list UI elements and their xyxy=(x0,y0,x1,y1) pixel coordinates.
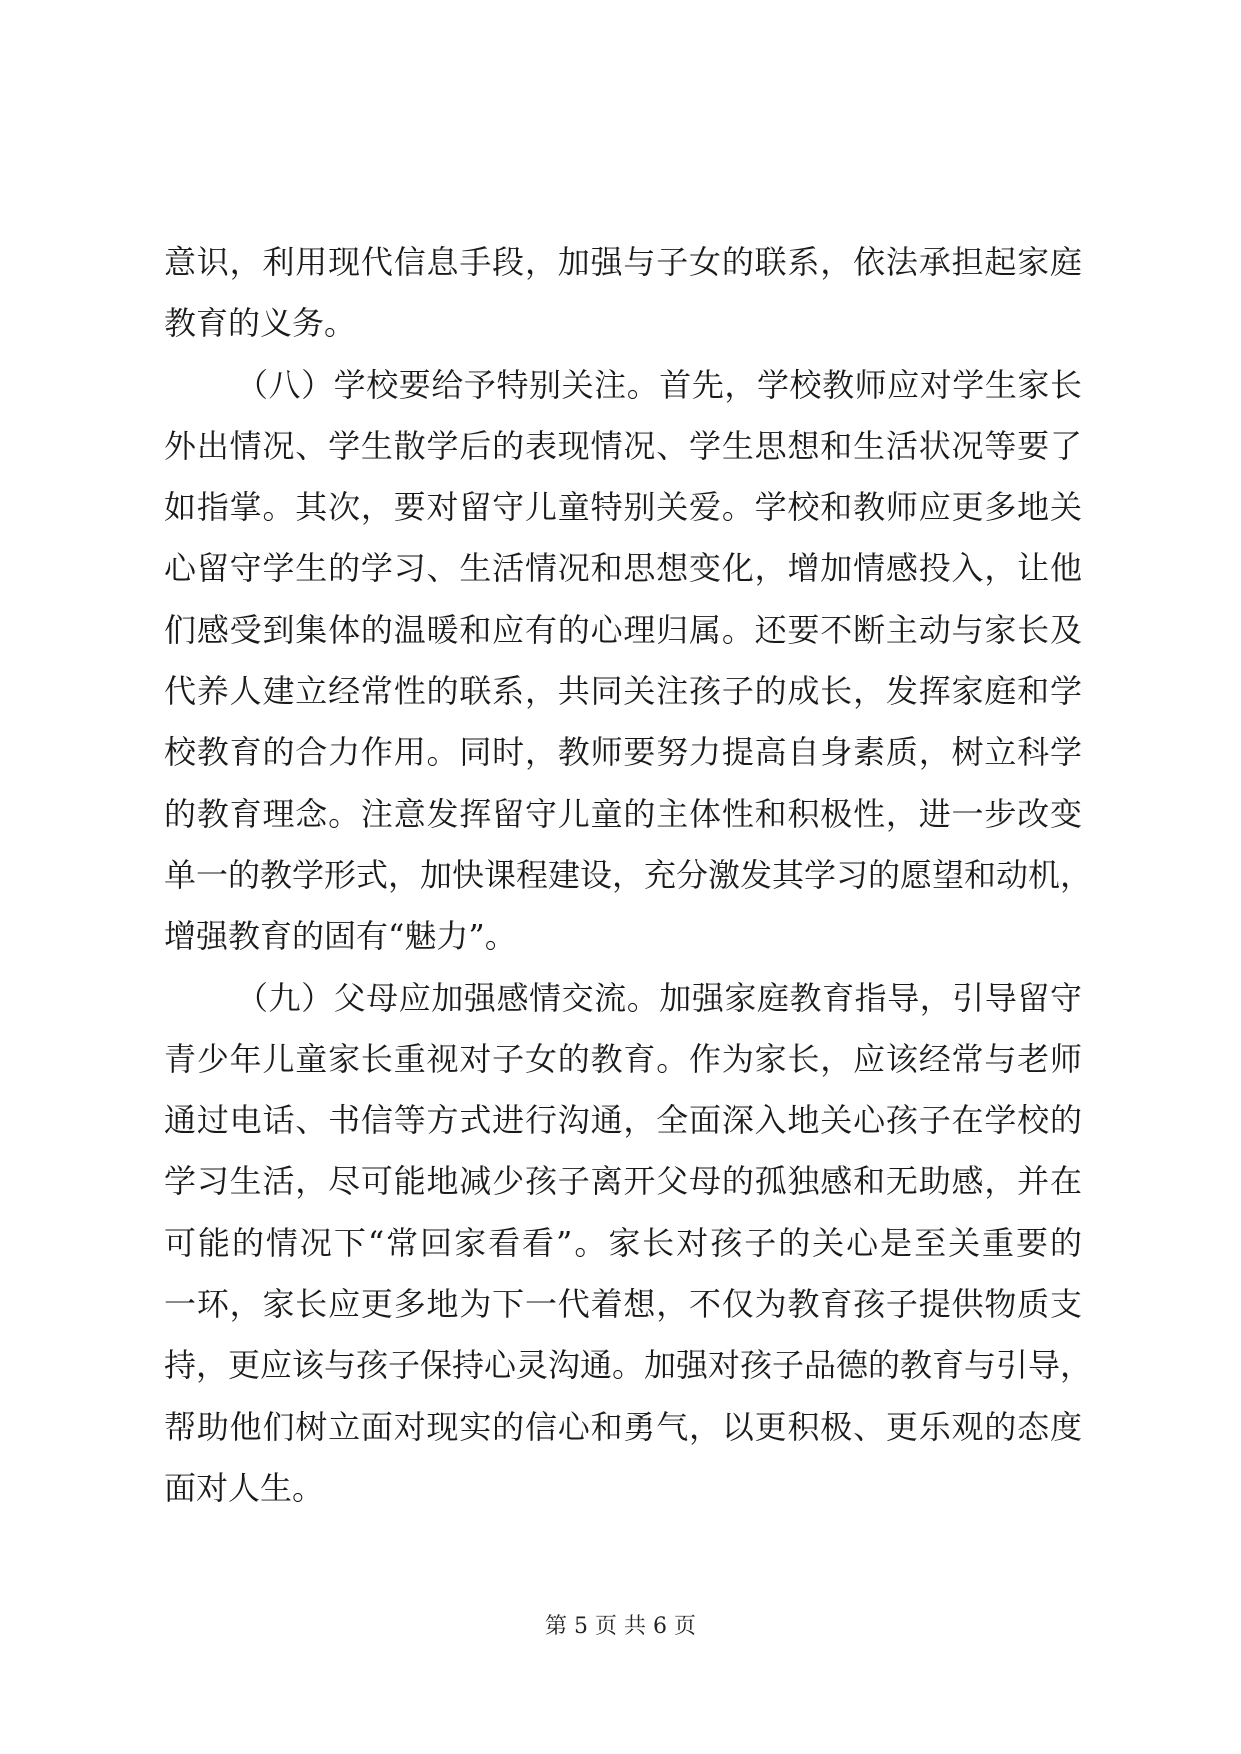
text-line: 的教育理念。注意发挥留守儿童的主体性和积极性，进一步改变 xyxy=(164,794,1082,833)
paragraph-section-9 xyxy=(164,968,1093,1520)
text-line: 帮助他们树立面对现实的信心和勇气，以更积极、更乐观的态度 xyxy=(164,1407,1082,1446)
text-line: 增强教育的固有“魅力”。 xyxy=(164,917,517,956)
page-footer xyxy=(0,1612,1241,1642)
text-line: 外出情况、学生散学后的表现情况、学生思想和生活状况等要了 xyxy=(164,426,1082,465)
text-line: 通过电话、书信等方式进行沟通，全面深入地关心孩子在学校的 xyxy=(164,1101,1082,1140)
text-line: 青少年儿童家长重视对子女的教育。作为家长，应该经常与老师 xyxy=(164,1039,1082,1078)
section-heading-line: （八）学校要给予特别关注。首先，学校教师应对学生家长 xyxy=(236,365,1082,404)
text-line: 面对人生。 xyxy=(164,1468,325,1507)
text-line: 可能的情况下“常回家看看”。家长对孩子的关心是至关重要的 xyxy=(164,1223,1082,1262)
text-line: 持，更应该与孩子保持心灵沟通。加强对孩子品德的教育与引导， xyxy=(164,1346,1093,1385)
section-heading-line: （九）父母应加强感情交流。加强家庭教育指导，引导留守 xyxy=(236,978,1082,1017)
text-line: 一环，家长应更多地为下一代着想，不仅为教育孩子提供物质支 xyxy=(164,1285,1082,1324)
text-line: 教育的义务。 xyxy=(164,304,357,343)
text-line: 意识，利用现代信息手段，加强与子女的联系，依法承担起家庭 xyxy=(164,243,1082,281)
text-line: 们感受到集体的温暖和应有的心理归属。还要不断主动与家长及 xyxy=(164,610,1082,649)
paragraph-continuation xyxy=(164,232,1082,355)
text-line: 如指掌。其次，要对留守儿童特别关爱。学校和教师应更多地关 xyxy=(164,488,1082,527)
body-text xyxy=(164,232,1093,1519)
text-line: 代养人建立经常性的联系，共同关注孩子的成长，发挥家庭和学 xyxy=(164,672,1082,711)
text-line: 单一的教学形式，加快课程建设，充分激发其学习的愿望和动机， xyxy=(164,855,1093,894)
text-line: 学习生活，尽可能地减少孩子离开父母的孤独感和无助感，并在 xyxy=(164,1162,1082,1201)
page-number-label: 第 5 页 共 6 页 xyxy=(545,1614,696,1639)
paragraph-section-8 xyxy=(164,355,1093,968)
text-line: 校教育的合力作用。同时，教师要努力提高自身素质，树立科学 xyxy=(164,733,1082,772)
text-line: 心留守学生的学习、生活情况和思想变化，增加情感投入，让他 xyxy=(164,549,1082,588)
